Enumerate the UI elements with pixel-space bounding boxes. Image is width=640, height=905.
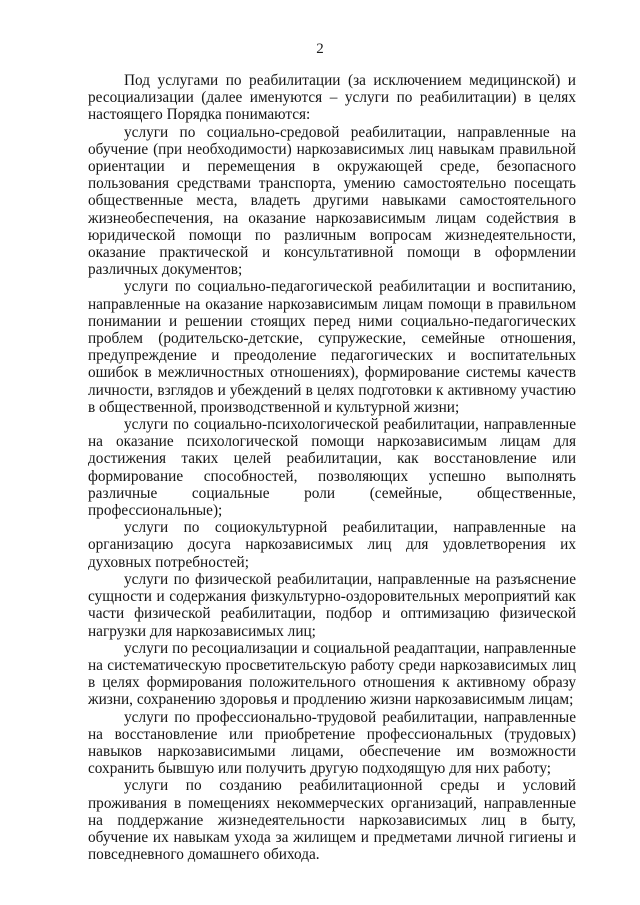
paragraph-vocational: услуги по профессионально-трудовой реабилитации, направленные на восстановление или приобретение профессиональных (трудовых) навыков наркозависимыми лицами, обеспечение им возможности сохранить бывшую или получить другую подходящую для них работу; [88,708,576,778]
paragraph-social-pedagogical: услуги по социально-педагогической реабилитации и воспитанию, направленные на оказание наркозависимым лицам помощи в правильном понимании и решении стоящих перед ними социально-педагогических проблем (родительско-детские, супружеские, семейные отношения, предупреждение и преодоление педагогических и воспитательных ошибок в межличностных отношениях), формирование системы качеств личности, взглядов и убеждений в целях подготовки к активному участию в общественной, производственной и культурной жизни; [88,278,576,416]
paragraph-sociocultural: услуги по социокультурной реабилитации, направленные на организацию досуга наркозависимых лиц для удовлетворения их духовных потребностей; [88,519,576,571]
paragraph-social-environmental: услуги по социально-средовой реабилитации, направленные на обучение (при необходимости) наркозависимых лиц навыкам правильной ориентации и перемещения в окружающей среде, безопасного пользования средствами транспорта, умению самостоятельно посещать общественные места, владеть другими навыками самостоятельного жизнеобеспечения, на оказание наркозависимым лицам содействия в юридической помощи по различным вопросам жизнедеятельности, оказание практической и консультативной помощи в оформлении различных документов; [88,123,576,279]
paragraph-physical: услуги по физической реабилитации, направленные на разъяснение сущности и содержания физкультурно-оздоровительных мероприятий как части физической реабилитации, подбор и оптимизацию физической нагрузки для наркозависимых лиц; [88,570,576,640]
document-body [88,72,576,863]
paragraph-resocialization: услуги по ресоциализации и социальной реадаптации, направленные на систематическую просветительскую работу среди наркозависимых лиц в целях формирования положительного отношения к активному образу жизни, сохранению здоровья и продлению жизни наркозависимым лицам; [88,639,576,709]
paragraph-social-psychological: услуги по социально-психологической реабилитации, направленные на оказание психологической помощи наркозависимым лицам для достижения таких целей реабилитации, как восстановление или формирование способностей, позволяющих успешно выполнять различные социальные роли (семейные, общественные, профессиональные); [88,416,576,520]
paragraph-rehabilitation-environment: услуги по созданию реабилитационной среды и условий проживания в помещениях некоммерческих организаций, направленные на поддержание жизнедеятельности наркозависимых лиц в быту, обучение их навыкам ухода за жилищем и предметами личной гигиены и повседневного домашнего обихода. [88,777,576,864]
page-number: 2 [316,41,324,57]
paragraph-intro: Под услугами по реабилитации (за исключением медицинской) и ресоциализации (далее именуются – услуги по реабилитации) в целях настоящего Порядка понимаются: [88,72,576,124]
